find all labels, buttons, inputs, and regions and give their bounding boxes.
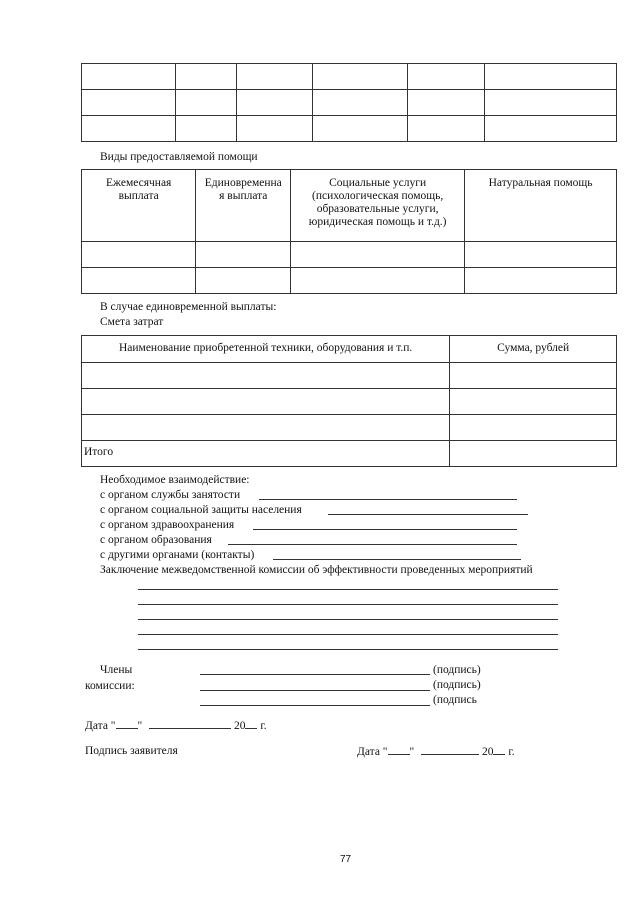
one-time-payment-text: В случае единовременной выплаты:	[100, 301, 277, 313]
table-cell	[450, 415, 617, 441]
table-cell	[408, 116, 485, 142]
signature-caption: (подпись	[433, 694, 477, 706]
commission-label-line2: комиссии:	[85, 680, 135, 692]
table-cell	[484, 116, 616, 142]
table-cell	[465, 268, 617, 294]
table-cell	[82, 116, 176, 142]
table-cell	[291, 242, 465, 268]
table-cell	[312, 90, 407, 116]
conclusion-line	[138, 619, 558, 620]
fill-line	[273, 559, 521, 560]
table-cell	[82, 64, 176, 90]
interaction-other: с другими органами (контакты)	[100, 549, 255, 561]
conclusion-line	[138, 604, 558, 605]
signature-line	[200, 705, 430, 706]
table-cell	[484, 64, 616, 90]
conclusion-line	[138, 589, 558, 590]
signature-line	[200, 674, 430, 675]
help-types-heading: Виды предоставляемой помощи	[100, 151, 258, 163]
table-cell	[312, 116, 407, 142]
table-cell	[82, 389, 450, 415]
applicant-date-field: Дата " " 20 г.	[357, 746, 515, 758]
table-cell	[237, 64, 313, 90]
table-cell	[237, 90, 313, 116]
applicant-signature-label: Подпись заявителя	[85, 745, 178, 757]
column-header-monthly: Ежемесячная выплата	[82, 170, 196, 242]
interaction-education: с органом образования	[100, 534, 212, 546]
table-cell	[82, 363, 450, 389]
column-header-in-kind: Натуральная помощь	[465, 170, 617, 242]
interaction-heading: Необходимое взаимодействие:	[100, 474, 250, 486]
help-types-table	[81, 169, 617, 294]
top-table	[81, 63, 617, 142]
signature-caption: (подпись)	[433, 679, 481, 691]
column-header-one-time: Единовременна я выплата	[196, 170, 291, 242]
table-cell	[82, 242, 196, 268]
interaction-health: с органом здравоохранения	[100, 519, 235, 531]
signature-caption: (подпись)	[433, 664, 481, 676]
table-cell	[196, 242, 291, 268]
fill-line	[259, 499, 517, 500]
table-cell	[408, 64, 485, 90]
table-cell	[176, 90, 237, 116]
table-cell	[291, 268, 465, 294]
interaction-social: с органом социальной защиты населения	[100, 504, 302, 516]
table-cell	[176, 116, 237, 142]
conclusion-line	[138, 634, 558, 635]
column-header-sum: Сумма, рублей	[450, 336, 617, 363]
table-cell	[450, 389, 617, 415]
table-cell	[82, 268, 196, 294]
commission-label-line1: Члены	[100, 664, 133, 676]
estimate-table	[81, 335, 617, 467]
table-cell	[196, 268, 291, 294]
table-cell	[82, 415, 450, 441]
conclusion-line	[138, 649, 558, 650]
table-cell	[450, 363, 617, 389]
signature-line	[200, 690, 430, 691]
table-cell	[465, 242, 617, 268]
fill-line	[328, 514, 528, 515]
total-value	[450, 441, 617, 467]
table-cell	[237, 116, 313, 142]
interaction-employment: с органом службы занятости	[100, 489, 241, 501]
table-cell	[312, 64, 407, 90]
column-header-social-services: Социальные услуги (психологическая помощь, образовательные услуги, юридическая помощь и т.д.)	[291, 170, 465, 242]
fill-line	[253, 529, 517, 530]
table-cell	[82, 90, 176, 116]
cost-estimate-heading: Смета затрат	[100, 316, 164, 328]
table-cell	[408, 90, 485, 116]
total-label: Итого	[82, 441, 450, 467]
page-number: 77	[340, 854, 352, 865]
date-field: Дата " " 20 г.	[85, 720, 267, 732]
commission-conclusion: Заключение межведомственной комиссии об эффективности проведенных мероприятий	[100, 564, 533, 576]
table-cell	[176, 64, 237, 90]
fill-line	[228, 544, 517, 545]
column-header-item: Наименование приобретенной техники, оборудования и т.п.	[82, 336, 450, 363]
table-cell	[484, 90, 616, 116]
